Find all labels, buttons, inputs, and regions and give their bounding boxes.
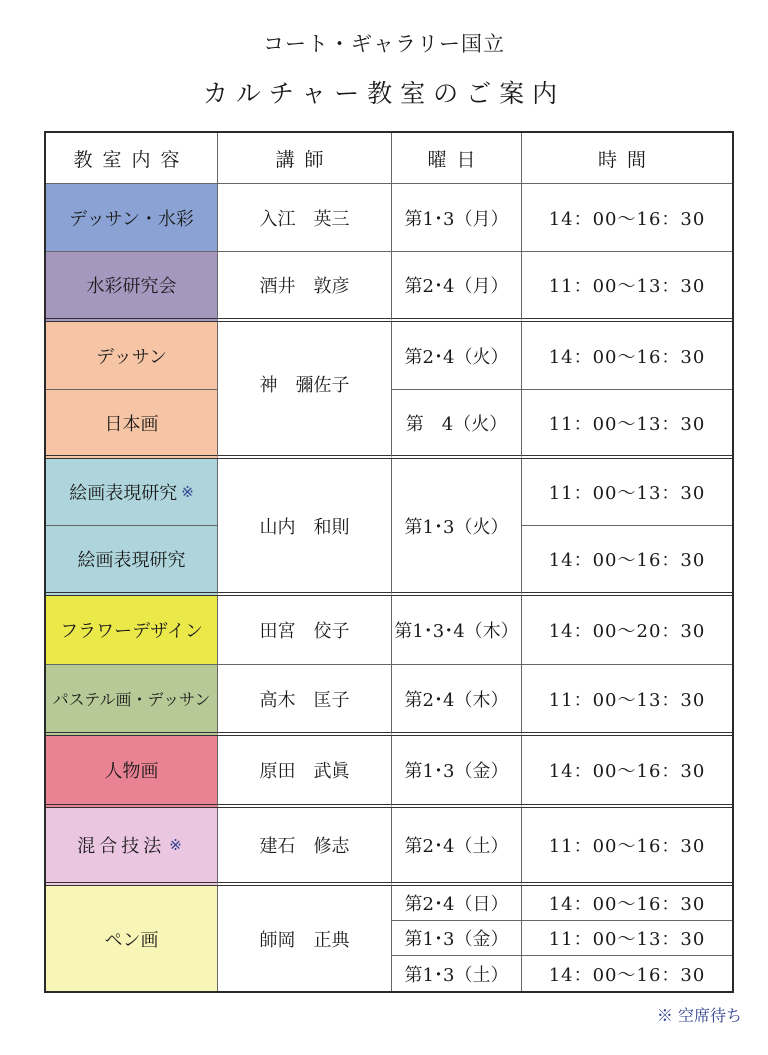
time-cell: 14：00～16：30 [522, 886, 732, 921]
instructor-cell: 原田 武眞 [218, 736, 392, 808]
class-schedule-table [44, 131, 734, 993]
header-day: 曜日 [392, 133, 522, 184]
day-cell: 第1･3（金） [392, 921, 522, 956]
course-label: フラワーデザイン [60, 621, 203, 642]
day-cell: 第2･4（火） [392, 322, 522, 390]
time-cell: 11：00～13：30 [522, 459, 732, 526]
time-cell: 11：00～13：30 [522, 665, 732, 736]
waitlist-mark: ※ [169, 836, 186, 854]
course-flower-design [46, 596, 218, 665]
time-cell: 14：00～16：30 [522, 736, 732, 808]
instructor-cell: 高木 匡子 [218, 665, 392, 736]
header-instructor: 講師 [218, 133, 392, 184]
instructor-cell: 入江 英三 [218, 184, 392, 252]
course-label: デッサン・水彩 [69, 208, 194, 230]
page-heading: カルチャー教室のご案内 [202, 79, 566, 108]
day-cell: 第2･4（日） [392, 886, 522, 921]
instructor-cell: 神 彌佐子 [218, 322, 392, 459]
day-cell: 第1･3（土） [392, 956, 522, 991]
time-cell: 14：00～16：30 [548, 964, 706, 986]
course-kaiga-reserved [46, 459, 218, 526]
course-dessin-watercolor [46, 184, 218, 252]
course-pastel-dessin [46, 665, 218, 736]
course-kaiga [46, 526, 218, 596]
course-label: 人物画 [104, 761, 159, 782]
course-label: 日本画 [104, 413, 159, 435]
course-label: ペン画 [104, 929, 159, 951]
course-label: 絵画表現研究 [77, 550, 186, 571]
time-cell: 14：00～20：30 [522, 596, 732, 665]
time-cell: 11：00～16：30 [522, 808, 732, 886]
course-label: 水彩研究会 [86, 276, 177, 297]
waitlist-footnote: ※ 空席待ち [656, 1006, 742, 1025]
course-label: パステル画・デッサン [52, 690, 211, 709]
instructor-cell: 酒井 敦彦 [218, 252, 392, 322]
instructor-cell: 師岡 正典 [218, 886, 392, 991]
course-label: デッサン [96, 346, 167, 368]
gallery-name: コート・ギャラリー国立 [263, 32, 505, 56]
time-cell: 11：00～13：30 [522, 390, 732, 459]
time-cell: 11：00～13：30 [522, 252, 732, 322]
day-cell: 第1･3（月） [392, 184, 522, 252]
header-time: 時間 [522, 133, 732, 184]
day-cell: 第1･3（火） [392, 459, 522, 596]
time-cell: 14：00～16：30 [522, 322, 732, 390]
waitlist-mark: ※ [181, 483, 194, 501]
instructor-cell: 山内 和則 [218, 459, 392, 596]
day-cell: 第2･4（土） [392, 808, 522, 886]
day-cell: 第 4（火） [392, 390, 522, 459]
course-dessin [46, 322, 218, 390]
course-nihonga [46, 390, 218, 459]
course-label: 混合技法 [77, 836, 166, 857]
course-figure [46, 736, 218, 808]
course-pen-drawing [46, 886, 218, 991]
time-cell: 11：00～13：30 [522, 921, 732, 956]
header-course: 教室内容 [46, 133, 218, 184]
day-cell: 第2･4（木） [392, 665, 522, 736]
instructor-cell: 田宮 佼子 [218, 596, 392, 665]
day-cell: 第1･3･4（木） [392, 596, 522, 665]
course-watercolor-study [46, 252, 218, 322]
time-cell: 14：00～16：30 [522, 184, 732, 252]
instructor-cell: 建石 修志 [218, 808, 392, 886]
course-mixed-technique [46, 808, 218, 886]
course-label: 絵画表現研究 [69, 483, 178, 504]
time-cell: 14：00～16：30 [522, 526, 732, 596]
day-cell: 第1･3（金） [392, 736, 522, 808]
day-cell: 第2･4（月） [392, 252, 522, 322]
